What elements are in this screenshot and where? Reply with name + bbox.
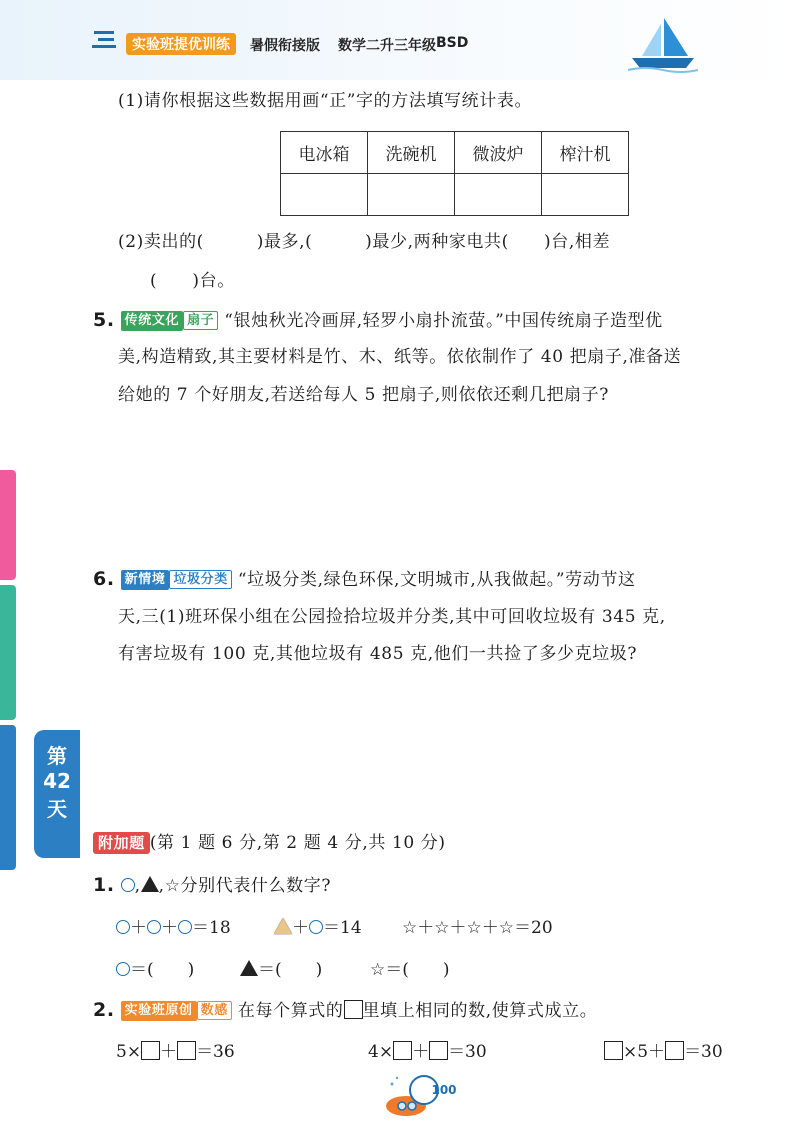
day-label: 第 — [47, 744, 67, 768]
tally-header: 榨汁机 — [542, 132, 629, 174]
star-icon: ☆ — [370, 960, 386, 980]
q5-line2: 美,构造精致,其主要材料是竹、木、纸等。依依制作了 40 把扇子,准备送 — [118, 347, 682, 367]
formula-3-a: ×5＋ — [623, 1042, 666, 1062]
tally-cell[interactable] — [455, 174, 542, 216]
q6-line2: 天,三(1)班环保小组在公园捡拾垃圾并分类,其中可回收垃圾有 345 克, — [118, 607, 666, 627]
star-icon: ☆ — [434, 918, 450, 938]
formula-2: 4× ＋ ＝30 — [368, 1042, 487, 1062]
formula-1-b: ＝36 — [196, 1042, 235, 1062]
formula-3-b: ＝30 — [684, 1042, 723, 1062]
q4-part2-line2: ( )台。 — [150, 271, 235, 291]
circle-icon — [116, 962, 130, 976]
q6-text: “垃圾分类,绿色环保,文明城市,从我做起。”劳动节这 — [237, 570, 636, 590]
circle-icon — [309, 920, 323, 934]
triangle-icon — [141, 876, 159, 892]
tally-cell[interactable] — [281, 174, 368, 216]
star-icon: ☆ — [402, 918, 418, 938]
bonus-q2-text-a: 在每个算式的 — [237, 1001, 344, 1021]
formula-3 — [604, 1037, 723, 1062]
bonus-q2-number: 2. — [93, 999, 115, 1021]
tally-cell[interactable] — [542, 174, 629, 216]
triangle-icon — [240, 960, 258, 976]
bonus-header — [93, 828, 446, 858]
answer-blank: ＝( ) — [258, 960, 323, 980]
triangle-icon — [274, 918, 292, 934]
answer-box[interactable] — [429, 1041, 448, 1060]
subject-label: 数学二升三年级 — [338, 38, 436, 54]
q6-line3: 有害垃圾有 100 克,其他垃圾有 485 克,他们一共捡了多少克垃圾? — [118, 644, 638, 664]
q5-tag: 传统文化 — [121, 311, 183, 331]
q6-number: 6. — [93, 568, 115, 590]
q6-line1 — [93, 564, 636, 595]
tally-header: 微波炉 — [455, 132, 542, 174]
bonus-q2 — [93, 995, 597, 1026]
day-label-2: 天 — [47, 797, 67, 821]
bonus-q1-text: 分别代表什么数字? — [180, 876, 332, 896]
tally-table — [280, 131, 629, 216]
bonus-q2-tag: 实验班原创 — [121, 1001, 197, 1021]
equation-stars: ☆＋☆＋☆＋☆＝20 — [402, 918, 553, 938]
answer-triangle[interactable] — [240, 955, 322, 980]
tally-header: 洗碗机 — [368, 132, 455, 174]
bonus-tag: 附加题 — [93, 832, 150, 854]
bonus-q2-subtag: 数感 — [197, 1001, 232, 1020]
tally-cell[interactable] — [368, 174, 455, 216]
circle-icon — [147, 920, 161, 934]
q5-number: 5. — [93, 309, 115, 331]
star-icon: ☆ — [466, 918, 482, 938]
eq3-value: ＝20 — [514, 918, 553, 938]
q5-line1 — [93, 305, 663, 336]
edition-label: 暑假衔接版 — [250, 38, 320, 54]
equation-circles: ＋ ＋ ＝18 — [116, 913, 231, 938]
sailboat-icon — [628, 16, 698, 74]
bonus-q1: 1. , ,☆分别代表什么数字? — [93, 874, 332, 896]
side-tab-blue — [0, 725, 16, 870]
formula-2-b: ＝30 — [448, 1042, 487, 1062]
side-tab-green — [0, 585, 16, 720]
day-number: 42 — [43, 769, 71, 793]
answer-box[interactable] — [393, 1041, 412, 1060]
answer-circle[interactable] — [116, 955, 194, 980]
star-icon: ☆ — [164, 876, 181, 896]
circle-icon — [121, 878, 135, 892]
q4-part1: (1)请你根据这些数据用画“正”字的方法填写统计表。 — [118, 91, 533, 111]
q5-text: “银烛秋光冷画屏,轻罗小扇扑流萤。”中国传统扇子造型优 — [224, 311, 663, 331]
formula-2-a: 4× — [368, 1042, 394, 1062]
star-icon: ☆ — [498, 918, 514, 938]
bonus-q2-text-b: 里填上相同的数,使算式成立。 — [362, 1001, 598, 1021]
formula-1-a: 5× — [116, 1042, 142, 1062]
tally-header-row — [281, 132, 629, 174]
eq2-value: ＝14 — [323, 918, 362, 938]
answer-box[interactable] — [141, 1041, 160, 1060]
circle-icon — [178, 920, 192, 934]
series-title: 实验班提优训练 — [126, 33, 236, 55]
version-label: BSD — [436, 35, 469, 51]
q5-line3: 给她的 7 个好朋友,若送给每人 5 把扇子,则依依还剩几把扇子? — [118, 385, 609, 405]
answer-box[interactable] — [665, 1041, 684, 1060]
q6-subtag: 垃圾分类 — [169, 570, 231, 589]
eq1-value: ＝18 — [192, 918, 231, 938]
bonus-score-note: (第 1 题 6 分,第 2 题 4 分,共 10 分) — [149, 833, 446, 853]
answer-box[interactable] — [604, 1041, 623, 1060]
side-tab-pink — [0, 470, 16, 580]
tally-header: 电冰箱 — [281, 132, 368, 174]
page-number: 100 — [431, 1083, 457, 1097]
bonus-q1-number: 1. — [93, 874, 115, 896]
q5-subtag: 扇子 — [183, 311, 218, 330]
day-tab — [34, 730, 80, 858]
formula-1: 5× ＋ ＝36 — [116, 1042, 235, 1062]
answer-box-icon — [344, 1000, 363, 1019]
answer-blank: ＝( ) — [130, 960, 195, 980]
circle-icon — [116, 920, 130, 934]
answer-star[interactable] — [370, 955, 450, 980]
tally-answer-row — [281, 174, 629, 216]
logo-icon — [92, 28, 118, 52]
equation-triangle: ＋ ＝14 — [274, 913, 362, 938]
answer-blank: ＝( ) — [385, 960, 450, 980]
answer-box[interactable] — [177, 1041, 196, 1060]
q6-tag: 新情境 — [121, 570, 170, 590]
q4-part2-line1: (2)卖出的( )最多,( )最少,两种家电共( )台,相差 — [118, 232, 611, 252]
